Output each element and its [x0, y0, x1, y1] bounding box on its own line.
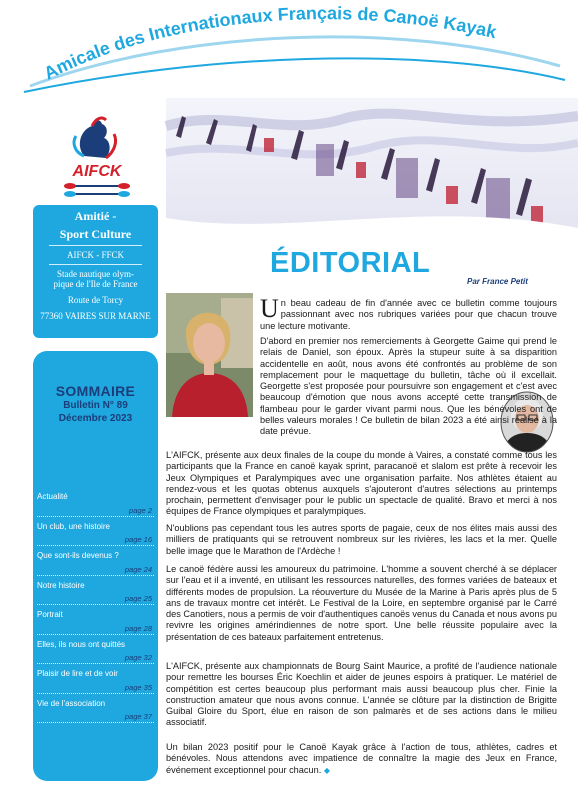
address-line-3: Route de Torcy	[67, 295, 124, 305]
toc-entry-label: Actualité	[37, 492, 68, 501]
toc-leader	[37, 516, 154, 517]
editorial-paragraph-5: Le canoë fédère aussi les amoureux du patrimoine. L'homme a souvent cherché à se déplacer sur l'eau et il a inventé, en utilisant les ressources naturelles, des formes variées de bateaux et différents modes de propulsion. La réouverture du Musée de la Marine à Paris après plus de 5 ans de travaux montre cet intérêt. Le Festival de la Loire, en septembre organisé par le Carré des Canotiers, nous a permis de voir d'authentiques canoës venus du Canada et nous avons pu revivre les origines amérindiennes de notre sport. Une belle réussite populaire avec la présentation de ces bateaux parfaitement entretenus.	[166, 564, 557, 642]
paddle-icon	[64, 183, 130, 197]
aifck-logo	[62, 112, 132, 202]
toc-entry[interactable]	[37, 698, 154, 728]
editorial-paragraph-1: Un beau cadeau de fin d'année avec ce bulletin comme toujours passionnant avec nos rubriques variées pour que chacun trouve une lecture motivante.	[260, 294, 557, 331]
toc-entry-label: Vie de l'association	[37, 698, 106, 708]
toc-entry[interactable]	[37, 491, 154, 521]
toc-leader	[37, 693, 154, 694]
address-line-2: pique de l'Ile de France	[53, 279, 138, 289]
end-mark-icon: ◆	[323, 765, 330, 775]
toc-entry-label: Notre histoire	[37, 580, 85, 590]
toc-entry-page: page 16	[124, 535, 152, 544]
toc-leader	[37, 663, 154, 664]
editorial-byline: Par France Petit	[467, 277, 528, 286]
toc-leader	[37, 634, 154, 635]
editorial-paragraph-6: L'AIFCK, présente aux championnats de Bourg Saint Maurice, a profité de l'audience nationale pour remettre les bourses Éric Koechlin et aider de jeunes espoirs à pratiquer. Le matériel de compétition est certes beaucoup plus performant mais aussi beaucoup plus cher. Finie la construction amateur que nous avons connue. L'année se clôture par la distinction de Brigitte Guibal Gloire du Sport, élue en raison de son palmarès et de ses actions dans le milieu associatif.	[166, 661, 557, 728]
drop-cap: U	[260, 294, 279, 323]
toc-entry-page: page 28	[124, 623, 152, 633]
divider	[49, 245, 142, 246]
editorial-paragraph-4: N'oublions pas cependant tous les autres sports de pagaie, ceux de nos élites mais aussi des milliers de pratiquants qui se retrouvent nombreux sur les rivières, les lacs et la mer. Quelle belle image que le Marathon de l'Ardèche !	[166, 523, 557, 556]
bulletin-date: Décembre 2023	[58, 413, 133, 424]
author-photo	[166, 293, 253, 417]
motto-line-2: Sport Culture	[59, 227, 132, 241]
org-name: AIFCK - FFCK	[66, 250, 124, 260]
toc-entry-label: Plaisir de lire et de voir	[37, 669, 118, 678]
toc-title: SOMMAIRE	[55, 383, 136, 399]
toc-entry-label: Elles, ils nous ont quittés	[37, 639, 126, 649]
editorial-title: ÉDITORIAL	[270, 247, 431, 279]
rooster-icon	[74, 118, 116, 158]
toc-leader	[37, 545, 154, 546]
divider	[49, 264, 142, 265]
toc-entry[interactable]	[37, 521, 154, 551]
toc-entry-label: Un club, une histoire	[37, 521, 110, 531]
toc-entry-page: page 35	[124, 682, 152, 692]
table-of-contents	[33, 351, 158, 781]
info-box	[33, 205, 158, 338]
address-line-4: 77360 VAIRES SUR MARNE	[40, 311, 151, 321]
toc-leader	[37, 722, 154, 723]
toc-entry-label: Portrait	[37, 610, 63, 619]
toc-entry[interactable]	[37, 609, 154, 639]
toc-entry-label: Que sont-ils devenus ?	[37, 551, 119, 560]
toc-entry[interactable]	[37, 639, 154, 669]
toc-entry-page: page 24	[124, 564, 152, 574]
motto-line-1: Amitié -	[74, 209, 117, 223]
editorial-paragraph-7: Un bilan 2023 positif pour le Canoë Kayak grâce à l'action de tous, athlètes, cadres et bénévoles. Nous attendons avec impatience de connaître la magie des Jeux en France, événement exceptionnel pour chacun. ◆	[166, 742, 557, 775]
svg-text:Amicale des Internationaux Fra	[41, 3, 500, 83]
editorial-paragraph-2: D'abord en premier nos remerciements à Georgette Gaime qui prend le relais de Daniel, son époux. Après la stupeur suite à sa disparition accidentelle en août, nous avons été confrontés au problème de son remplacement pour le maquettage du bulletin, tâche où il excellait. Georgette s'est proposée pour poursuivre son engagement et c'est avec beaucoup d'émotion que nous avons accepté cette transmission de flambeau pour le garder vivant parmi nous. Que les bénévoles ont de belles valeurs morales ! Ce bulletin de bilan 2023 a été ainsi réalisé à la date prévue.	[260, 336, 557, 437]
logo-text: AIFCK	[72, 163, 122, 180]
toc-entry[interactable]	[37, 550, 154, 580]
toc-entry-page: page 37	[124, 712, 152, 721]
toc-leader	[37, 604, 154, 605]
toc-entry-page: page 32	[124, 653, 152, 662]
toc-entry-page: page 25	[124, 594, 152, 603]
bulletin-number: Bulletin N° 89	[63, 400, 128, 411]
toc-entry[interactable]	[37, 580, 154, 610]
editorial-paragraph-3: L'AIFCK, présente aux deux finales de la coupe du monde à Vaires, a constaté comme tous les participants que la France en canoë kayak sprint, paracanoë et slalom est prête à recevoir les Jeux Olympiques et Paralympiques avec une organisation parfaite. Nos athlètes étaient au rendez-vous et les quotas obtenus auxquels s'ajouteront d'autres sélections au printemps prochain, permettent d'envisager pour le public un spectacle de qualité. Bravo et merci à nos équipes de France olympiques et paralympiques.	[166, 450, 557, 517]
header-title-text: Amicale des Internationaux Français de Canoë Kayak	[40, 3, 499, 84]
toc-entry-page: page 2	[129, 505, 152, 515]
toc-leader	[37, 575, 154, 576]
toc-entry[interactable]	[37, 668, 154, 698]
address-line-1: Stade nautique olym-	[57, 269, 134, 279]
banner-image	[166, 98, 578, 248]
header-title	[0, 0, 578, 95]
